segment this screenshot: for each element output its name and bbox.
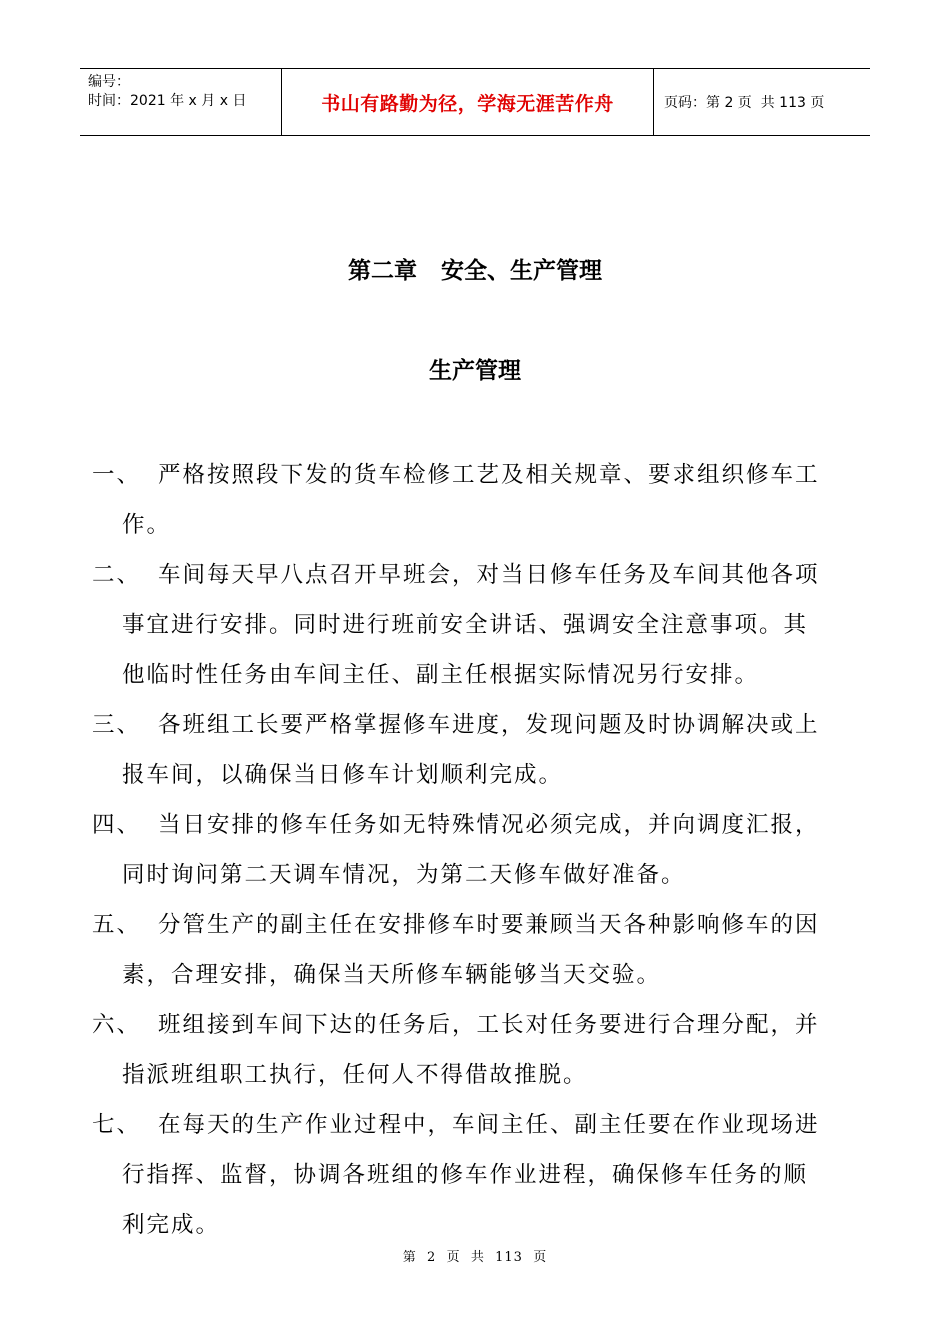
item-number: 五、 bbox=[92, 912, 142, 938]
item-text-line: 事宜进行安排。同时进行班前安全讲话、强调安全注意事项。其 bbox=[122, 612, 809, 638]
list-item bbox=[92, 700, 862, 800]
serial-label: 编号： bbox=[88, 74, 130, 90]
page-header bbox=[80, 68, 870, 136]
list-item bbox=[92, 1000, 862, 1100]
page-info-text: 页码：第 2 页 共 113 页 bbox=[664, 95, 825, 111]
item-text bbox=[122, 800, 862, 900]
item-number: 三、 bbox=[92, 712, 142, 738]
item-text bbox=[122, 700, 862, 800]
list-item bbox=[92, 450, 862, 550]
item-text bbox=[122, 1100, 862, 1250]
item-text-line: 素，合理安排，确保当天所修车辆能够当天交验。 bbox=[122, 962, 662, 988]
item-text-line: 指派班组职工执行，任何人不得借故推脱。 bbox=[122, 1062, 588, 1088]
item-text-line: 他临时性任务由车间主任、副主任根据实际情况另行安排。 bbox=[122, 662, 760, 688]
item-text-line: 利完成。 bbox=[122, 1212, 221, 1238]
item-text-line: 作。 bbox=[122, 512, 172, 538]
item-number: 七、 bbox=[92, 1112, 142, 1138]
item-text bbox=[122, 900, 862, 1000]
header-page-info bbox=[654, 69, 870, 135]
item-text-line: 在每天的生产作业过程中，车间主任、副主任要在作业现场进 bbox=[158, 1112, 820, 1138]
header-meta bbox=[80, 69, 282, 135]
list-item bbox=[92, 550, 862, 700]
list-item bbox=[92, 900, 862, 1000]
chapter-title: 第二章 安全、生产管理 bbox=[347, 258, 603, 284]
item-text-line: 当日安排的修车任务如无特殊情况必须完成，并向调度汇报， bbox=[158, 812, 820, 838]
item-number: 六、 bbox=[92, 1012, 142, 1038]
item-text-line: 车间每天早八点召开早班会，对当日修车任务及车间其他各项 bbox=[158, 562, 820, 588]
item-text-line: 同时询问第二天调车情况，为第二天修车做好准备。 bbox=[122, 862, 686, 888]
item-text-line: 各班组工长要严格掌握修车进度，发现问题及时协调解决或上 bbox=[158, 712, 820, 738]
item-text-line: 行指挥、监督，协调各班组的修车作业进程，确保修车任务的顺 bbox=[122, 1162, 809, 1188]
item-text-line: 严格按照段下发的货车检修工艺及相关规章、要求组织修车工 bbox=[158, 462, 820, 488]
list-item bbox=[92, 1100, 862, 1250]
item-number: 四、 bbox=[92, 812, 142, 838]
item-text-line: 班组接到车间下达的任务后，工长对任务要进行合理分配，并 bbox=[158, 1012, 820, 1038]
item-text bbox=[122, 550, 862, 700]
date-label: 时间：2021 年 x 月 x 日 bbox=[88, 93, 247, 109]
item-text bbox=[122, 1000, 862, 1100]
regulation-list bbox=[92, 450, 862, 1250]
item-number: 二、 bbox=[92, 562, 142, 588]
list-item bbox=[92, 800, 862, 900]
item-text bbox=[122, 450, 862, 550]
item-text-line: 分管生产的副主任在安排修车时要兼顾当天各种影响修车的因 bbox=[158, 912, 820, 938]
header-motto: 书山有路勤为径，学海无涯苦作舟 bbox=[282, 69, 654, 135]
section-title: 生产管理 bbox=[429, 358, 521, 384]
item-number: 一、 bbox=[92, 462, 142, 488]
page-footer: 第 2 页 共 113 页 bbox=[402, 1250, 548, 1265]
item-text-line: 报车间，以确保当日修车计划顺利完成。 bbox=[122, 762, 564, 788]
